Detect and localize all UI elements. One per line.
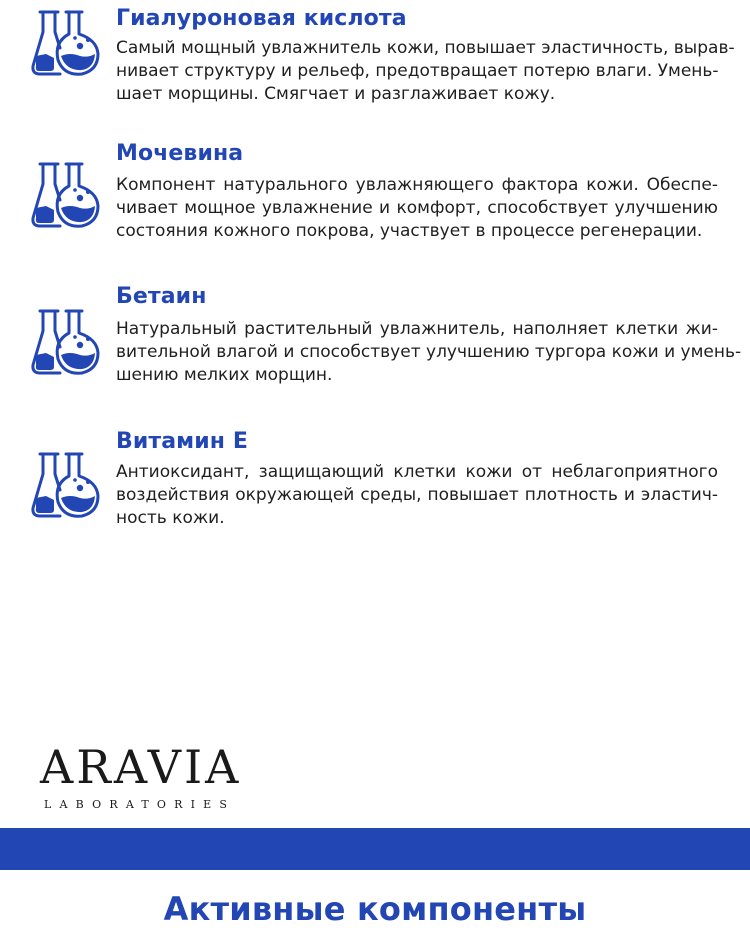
description-line: Натуральный растительный увлажнитель, наполняет клетки жи- xyxy=(116,319,718,339)
ingredient-title: Гиалуроновая кислота xyxy=(116,6,407,31)
lab-flasks-icon xyxy=(30,307,102,379)
description-line: Компонент натурального увлажняющего фактора кожи. Обеспе- xyxy=(116,175,718,195)
description-line: Самый мощный увлажнитель кожи, повышает эластичность, вырав- xyxy=(116,38,735,58)
brand-name: ARAVIA xyxy=(40,740,242,794)
lab-flasks-icon xyxy=(30,160,102,232)
ingredient-description xyxy=(116,318,742,387)
description-line: нивает структуру и рельеф, предотвращает потерю влаги. Умень- xyxy=(116,61,719,81)
aravia-logo xyxy=(40,740,260,820)
accent-band xyxy=(0,828,750,870)
ingredient-description xyxy=(116,174,718,243)
description-line: воздействия окружающей среды, повышает плотность и эластич- xyxy=(116,485,718,505)
lab-flasks-icon xyxy=(30,8,102,80)
footer-title: Активные компоненты xyxy=(163,890,587,928)
ingredient-title: Витамин Е xyxy=(116,429,248,454)
description-line: шает морщины. Смягчает и разглаживает кожу. xyxy=(116,84,556,104)
ingredient-description xyxy=(116,461,718,530)
ingredient-description xyxy=(116,37,735,106)
description-line: шению мелких морщин. xyxy=(116,365,333,385)
description-line: ность кожи. xyxy=(116,508,225,528)
description-line: Антиоксидант, защищающий клетки кожи от неблагоприятного xyxy=(116,462,718,482)
description-line: чивает мощное увлажнение и комфорт, способствует улучшению xyxy=(116,198,718,218)
ingredient-title: Мочевина xyxy=(116,141,244,166)
description-line: состояния кожного покрова, участвует в процессе регенерации. xyxy=(116,221,703,241)
ingredient-title: Бетаин xyxy=(116,284,207,309)
description-line: вительной влагой и способствует улучшению тургора кожи и умень- xyxy=(116,342,742,362)
lab-flasks-icon xyxy=(30,450,102,522)
brand-subtitle: LABORATORIES xyxy=(44,798,236,811)
